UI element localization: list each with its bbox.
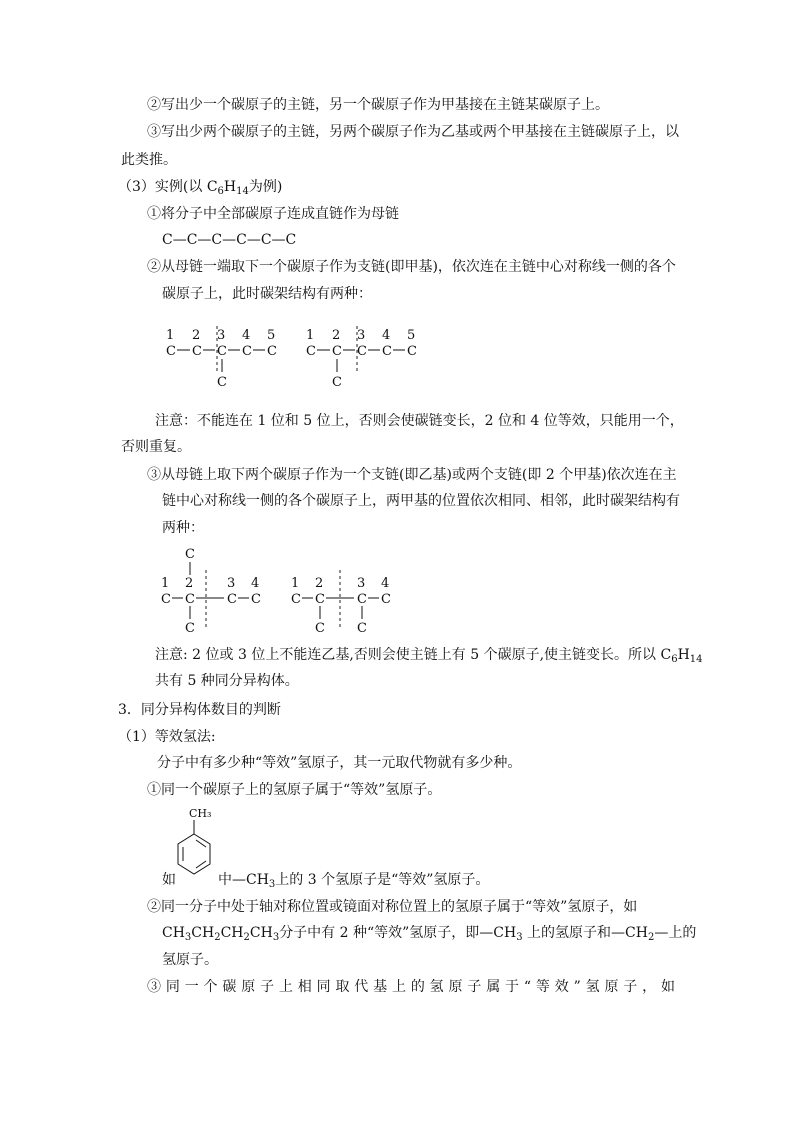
section-heading: 3．同分异构体数目的判断 (118, 702, 281, 718)
toluene-sentence (162, 870, 489, 895)
skeleton-a (166, 326, 277, 390)
l21l: 2 (647, 932, 655, 943)
l21b: 3 (184, 932, 192, 943)
locant: 1 (291, 576, 300, 591)
locant: 1 (166, 328, 175, 343)
line-l11: 链中心对称线一侧的各个碳原子上，两甲基的位置依次相同、相邻，此时碳架结构有 (162, 493, 680, 509)
l21k: 上的氢原子和—CH (522, 925, 648, 941)
skeleton-figure-2 (158, 542, 408, 637)
locant: 4 (242, 328, 251, 343)
line-l18: ①同一个碳原子上的氢原子属于“等效”氢原子。 (147, 782, 442, 798)
carbon: C (166, 344, 176, 359)
locant: 1 (161, 576, 170, 591)
line-l12: 两种： (162, 520, 204, 536)
l19a: 如 (162, 872, 176, 888)
skeleton-d (291, 570, 391, 636)
example-heading (118, 177, 282, 202)
l4d: 14 (236, 186, 249, 197)
carbon: C (357, 344, 367, 359)
carbon: C (407, 344, 417, 359)
locant: 2 (332, 328, 341, 343)
locant: 3 (357, 576, 366, 591)
carbon: C (227, 592, 237, 607)
l21g: CH (249, 925, 273, 941)
l13d: 14 (689, 654, 703, 665)
l13a: 注意: 2 位或 3 位上不能连乙基,否则会使主链上有 5 个碳原子,使主链变长。所以 C (155, 647, 672, 663)
l21e: CH (220, 925, 244, 941)
carbon: C (242, 344, 252, 359)
l19b: 中—CH (218, 872, 269, 888)
l21h: 3 (272, 932, 280, 943)
l19c: 3 (268, 879, 276, 890)
carbon: C (217, 344, 227, 359)
line-l3: 此类推。 (121, 152, 177, 168)
l4c: H (223, 179, 237, 195)
line-l6: ②从母链一端取下一个碳原子作为支链(即甲基)，依次连在主链中心对称线一侧的各个 (147, 259, 676, 275)
skeleton-c (161, 547, 261, 636)
locant: 2 (315, 576, 324, 591)
carbon: C (267, 344, 277, 359)
line-l17: 分子中有多少种“等效”氢原子，其一元取代物就有多少种。 (157, 755, 522, 771)
carbon: C (357, 592, 367, 607)
l13c: H (677, 647, 690, 663)
carbon: C (357, 621, 367, 636)
locant: 2 (185, 576, 194, 591)
subsection-heading: （1）等效氢法: (118, 729, 216, 745)
butane-sentence (162, 923, 696, 948)
line-l23: ③同一个碳原子上相同取代基上的氢原子属于“等效”氢原子，如 (147, 979, 675, 995)
carbon: C (315, 592, 325, 607)
line-l8: 注意：不能连在 1 位和 5 位上，否则会使碳链变长，2 位和 4 位等效，只能用一个， (155, 413, 684, 429)
straight-chain: C—C—C—C—C—C (162, 232, 297, 248)
carbon: C (161, 592, 171, 607)
l19d: 上的 3 个氢原子是“等效”氢原子。 (275, 872, 490, 888)
locant: 1 (306, 328, 315, 343)
l4b: 6 (217, 186, 224, 197)
locant: 3 (227, 576, 236, 591)
locant: 3 (357, 328, 366, 343)
carbon: C (306, 344, 316, 359)
carbon: C (251, 592, 261, 607)
line-l22: 氢原子。 (162, 952, 218, 968)
carbon: C (185, 592, 195, 607)
carbon: C (185, 547, 195, 562)
carbon: C (382, 344, 392, 359)
line-l14: 共有 5 种同分异构体。 (155, 673, 299, 689)
l13b: 6 (671, 654, 678, 665)
line-l9: 否则重复。 (121, 439, 191, 455)
line-l7: 碳原子上，此时碳架结构有两种： (162, 286, 372, 302)
carbon: C (185, 621, 195, 636)
locant: 3 (217, 328, 226, 343)
skeleton-b (306, 326, 417, 390)
l21m: —上的 (654, 925, 697, 941)
carbon: C (332, 344, 342, 359)
line-l20: ②同一分子中处于轴对称位置或镜面对称位置上的氢原子属于“等效”氢原子，如 (147, 899, 638, 915)
locant: 5 (267, 328, 276, 343)
line-l2: ③写出少两个碳原子的主链，另两个碳原子作为乙基或两个甲基接在主链碳原子上，以 (147, 124, 679, 140)
carbon: C (332, 375, 342, 390)
carbon: C (192, 344, 202, 359)
line-l5: ①将分子中全部碳原子连成直链作为母链 (147, 206, 399, 222)
l21d: 2 (214, 932, 221, 943)
l4e: 为例) (248, 179, 283, 195)
l21j: 3 (516, 932, 523, 943)
locant: 4 (251, 576, 260, 591)
carbon: C (315, 621, 325, 636)
l21f: 2 (243, 932, 250, 943)
methyl-label: CH₃ (189, 807, 212, 820)
carbon: C (381, 592, 391, 607)
locant: 2 (192, 328, 201, 343)
line-l1: ②写出少一个碳原子的主链，另一个碳原子作为甲基接在主链某碳原子上。 (147, 97, 609, 113)
locant: 5 (407, 328, 416, 343)
l4a: （3）实例(以 C (118, 179, 218, 195)
skeleton-figure-1 (160, 322, 430, 394)
line-l10: ③从母链上取下两个碳原子作为一个支链(即乙基)或两个支链(即 2 个甲基)依次连在主 (147, 467, 677, 483)
note-2 (155, 645, 703, 670)
l21c: CH (191, 925, 215, 941)
carbon: C (291, 592, 301, 607)
carbon: C (217, 375, 227, 390)
l21a: CH (162, 925, 185, 941)
locant: 4 (382, 328, 391, 343)
l21i: 分子中有 2 种“等效”氢原子，即—CH (279, 925, 517, 941)
locant: 4 (381, 576, 390, 591)
